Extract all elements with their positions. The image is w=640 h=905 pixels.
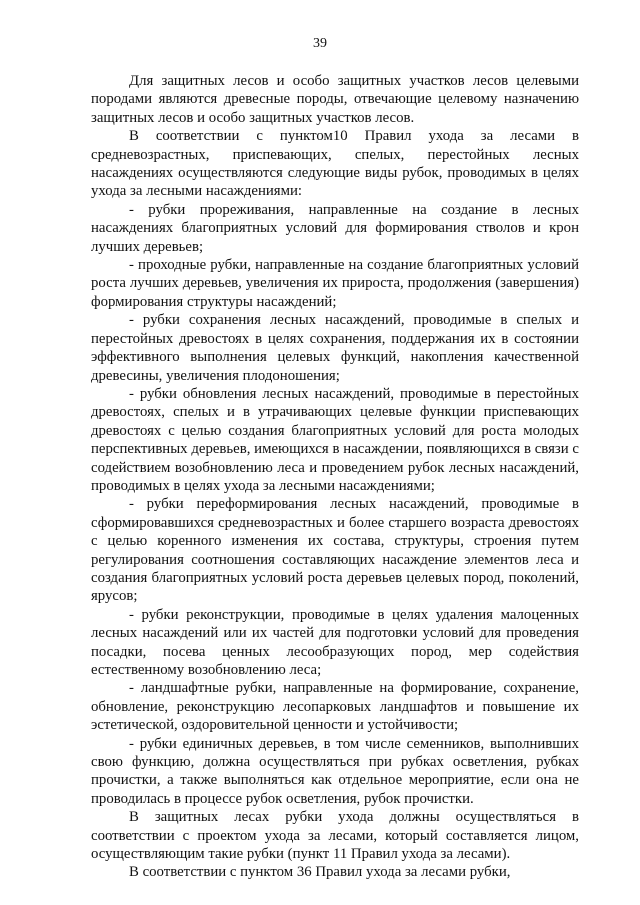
list-item-reconstruction-cutting: - рубки реконструкции, проводимые в целях удаления малоценных лесных насаждений или их частей для подготовки условий для проведения посадки, посева ценных лесообразующих пород, мер содействия естественному возобновлению леса; bbox=[91, 606, 579, 678]
paragraph-protective-forests: В защитных лесах рубки ухода должны осуществляться в соответствии с проектом ухода за лесами, который составляется лицом, осуществляющим такие рубки (пункт 11 Правил ухода за лесами). bbox=[91, 809, 579, 863]
list-item-thinning: - рубки прореживания, направленные на создание в лесных насаждениях благоприятных условий для формирования стволов и крон лучших деревьев; bbox=[91, 201, 579, 255]
paragraph-point-36: В соответствии с пунктом 36 Правил ухода за лесами рубки, bbox=[129, 864, 511, 881]
list-item-reformation-cutting: - рубки переформирования лесных насаждений, проводимые в сформировавшихся средневозрастных и более старшего возраста древостоях с целью коренного изменения их состава, структуры, строения путем регулирования соотношения составляющих насаждение элементов леса и создания благоприятных условий роста деревьев целевых пород, поколений, ярусов; bbox=[91, 496, 579, 605]
page-number: 39 bbox=[313, 36, 327, 51]
list-item-landscape-cutting: - ландшафтные рубки, направленные на формирование, сохранение, обновление, реконструкцию лесопарковых ландшафтов и повышение их эстетической, оздоровительной ценности и устойчивости; bbox=[91, 680, 579, 734]
paragraph-target-species: Для защитных лесов и особо защитных участков лесов целевыми породами являются древесные породы, отвечающие целевому назначению защитных лесов и особо защитных участков лесов. bbox=[91, 73, 579, 126]
body-text bbox=[91, 72, 579, 882]
paragraph-cutting-types-intro: В соответствии с пунктом10 Правил ухода за лесами в средневозрастных, приспевающих, спелых, перестойных лесных насаждениях осуществляются следующие виды рубок, проводимых в целях ухода за лесными насаждениями: bbox=[91, 128, 579, 200]
list-item-renewal-cutting: - рубки обновления лесных насаждений, проводимые в перестойных древостоях, спелых и в утрачивающих целевые функции приспевающих древостоях с целью создания благоприятных условий для роста молодых перспективных деревьев, имеющихся в насаждении, появляющихся в связи с содействием возобновлению леса и проведением рубок лесных насаждений, проводимых в целях ухода за лесными насаждениями; bbox=[91, 385, 579, 494]
list-item-preservation-cutting: - рубки сохранения лесных насаждений, проводимые в спелых и перестойных древостоях в целях сохранения, поддержания их в состоянии эффективного выполнения целевых функций, накопления качественной древесины, увеличения плодоношения; bbox=[91, 312, 579, 384]
list-item-single-tree-cutting: - рубки единичных деревьев, в том числе семенников, выполнивших свою функцию, должна осуществляться при рубках осветления, рубках прочистки, а также выполняться как отдельное мероприятие, если она не проводилась в процессе рубок осветления, рубок прочистки. bbox=[91, 735, 579, 807]
list-item-passage-cutting: - проходные рубки, направленные на создание благоприятных условий роста лучших деревьев, увеличения их прироста, продолжения (завершения) формирования структуры насаждений; bbox=[91, 257, 579, 310]
